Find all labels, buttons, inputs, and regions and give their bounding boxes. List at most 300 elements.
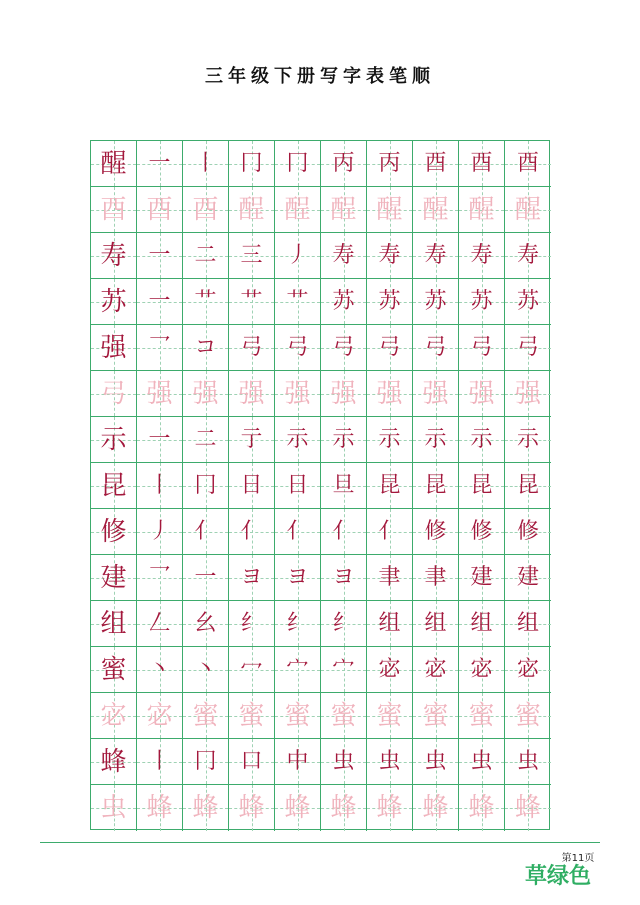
grid-cell (413, 141, 459, 187)
grid-cell (505, 279, 551, 325)
stroke-step: 醒 (376, 194, 403, 225)
grid-cell (137, 785, 183, 831)
grid-cell (367, 371, 413, 417)
grid-cell (229, 417, 275, 463)
grid-cell (91, 325, 137, 371)
stroke-step: 聿 (424, 564, 447, 590)
stroke-step: 弓 (100, 378, 127, 409)
stroke-step: 强 (146, 378, 173, 409)
grid-cell (413, 371, 459, 417)
stroke-step: 昆 (470, 472, 493, 498)
grid-cell (367, 417, 413, 463)
stroke-step: 苏 (378, 288, 401, 314)
grid-cell (321, 463, 367, 509)
stroke-step: 醒 (514, 194, 541, 225)
model-character: 修 (100, 516, 127, 547)
grid-cell (91, 785, 137, 831)
grid-cell (505, 509, 551, 555)
stroke-step: 寿 (424, 242, 447, 268)
grid-cell (137, 693, 183, 739)
stroke-step: 丙 (332, 150, 355, 176)
grid-cell (413, 463, 459, 509)
stroke-step: 𠃋 (148, 610, 171, 636)
grid-cell (505, 555, 551, 601)
grid-cell (137, 233, 183, 279)
grid-cell (459, 785, 505, 831)
grid-cell (275, 555, 321, 601)
stroke-step: ヨ (332, 564, 355, 590)
grid-cell (413, 647, 459, 693)
grid-cell (505, 601, 551, 647)
grid-cell (413, 693, 459, 739)
stroke-step: 纟 (240, 610, 263, 636)
model-character: 示 (100, 424, 127, 455)
grid-row (91, 601, 549, 647)
stroke-step: 弓 (240, 334, 263, 360)
grid-cell (91, 417, 137, 463)
stroke-step: 二 (194, 242, 217, 268)
grid-cell (229, 509, 275, 555)
stroke-step: 醒 (468, 194, 495, 225)
grid-cell (137, 279, 183, 325)
stroke-step: 口 (240, 748, 263, 774)
grid-cell (183, 555, 229, 601)
stroke-step: 蜜 (422, 700, 449, 731)
grid-cell (229, 693, 275, 739)
grid-cell (275, 187, 321, 233)
grid-cell (91, 647, 137, 693)
grid-cell (321, 647, 367, 693)
grid-cell (183, 141, 229, 187)
grid-cell (229, 463, 275, 509)
stroke-step: 一 (148, 242, 171, 268)
stroke-step: 强 (330, 378, 357, 409)
stroke-step: 丨 (148, 748, 171, 774)
grid-cell (459, 693, 505, 739)
grid-cell (229, 187, 275, 233)
grid-cell (183, 325, 229, 371)
stroke-step: 冖 (240, 656, 263, 682)
grid-cell (459, 509, 505, 555)
grid-cell (367, 509, 413, 555)
grid-cell (275, 233, 321, 279)
grid-cell (275, 647, 321, 693)
grid-cell (183, 417, 229, 463)
grid-cell (505, 693, 551, 739)
stroke-step: 虫 (332, 748, 355, 774)
grid-cell (91, 693, 137, 739)
grid-cell (183, 233, 229, 279)
stroke-step: 丶 (194, 656, 217, 682)
stroke-step: 酉 (192, 194, 219, 225)
grid-cell (183, 463, 229, 509)
stroke-step: 蜂 (192, 793, 219, 823)
grid-cell (367, 555, 413, 601)
grid-cell (91, 141, 137, 187)
stroke-step: 艹 (194, 288, 217, 314)
stroke-step: 苏 (332, 288, 355, 314)
grid-cell (367, 463, 413, 509)
grid-cell (183, 371, 229, 417)
stroke-step: 宓 (424, 656, 447, 682)
grid-cell (505, 187, 551, 233)
grid-cell (459, 555, 505, 601)
stroke-step: 苏 (516, 288, 539, 314)
stroke-step: 冂 (194, 472, 217, 498)
grid-cell (91, 509, 137, 555)
grid-row (91, 555, 549, 601)
stroke-step: 弓 (424, 334, 447, 360)
grid-cell (413, 555, 459, 601)
stroke-step: 建 (516, 564, 539, 590)
stroke-step: 酲 (238, 194, 265, 225)
grid-cell (137, 463, 183, 509)
stroke-step: 酉 (100, 194, 127, 225)
stroke-step: 亻 (240, 518, 263, 544)
stroke-step: 蜂 (146, 793, 173, 823)
stroke-step: 组 (378, 610, 401, 636)
grid-cell (275, 417, 321, 463)
stroke-step: 幺 (194, 610, 217, 636)
stroke-step: 宓 (516, 656, 539, 682)
stroke-step: 蜜 (238, 700, 265, 731)
stroke-step: 蜜 (330, 700, 357, 731)
stroke-step: 亻 (194, 518, 217, 544)
stroke-step: 纟 (332, 610, 355, 636)
page-number: 第11页 (561, 853, 595, 864)
grid-cell (183, 785, 229, 831)
grid-cell (91, 601, 137, 647)
stroke-step: 昆 (424, 472, 447, 498)
grid-cell (91, 463, 137, 509)
stroke-step: 中 (286, 748, 309, 774)
grid-cell (505, 739, 551, 785)
grid-cell (367, 601, 413, 647)
grid-cell (367, 233, 413, 279)
grid-cell (183, 693, 229, 739)
stroke-step: 丨 (148, 472, 171, 498)
grid-cell (505, 647, 551, 693)
grid-cell (459, 417, 505, 463)
stroke-step: 蜂 (330, 793, 357, 823)
grid-row (91, 417, 549, 463)
stroke-step: 宀 (286, 656, 309, 682)
grid-cell (183, 601, 229, 647)
stroke-step: 示 (424, 426, 447, 452)
page-title: 三年级下册写字表笔顺 (205, 66, 435, 87)
grid-cell (91, 739, 137, 785)
grid-cell (229, 601, 275, 647)
grid-cell (321, 785, 367, 831)
stroke-step: 弓 (378, 334, 401, 360)
stroke-step: 强 (192, 378, 219, 409)
stroke-step: 醒 (422, 194, 449, 225)
grid-cell (275, 785, 321, 831)
grid-cell (229, 555, 275, 601)
grid-cell (229, 141, 275, 187)
grid-cell (275, 463, 321, 509)
grid-cell (367, 279, 413, 325)
stroke-step: 蜜 (284, 700, 311, 731)
grid-cell (321, 325, 367, 371)
stroke-step: 蜜 (376, 700, 403, 731)
stroke-step: 寿 (378, 242, 401, 268)
grid-cell (183, 279, 229, 325)
grid-cell (321, 279, 367, 325)
stroke-step: 丙 (378, 150, 401, 176)
stroke-step: 日 (240, 472, 263, 498)
grid-cell (321, 187, 367, 233)
grid-cell (229, 371, 275, 417)
stroke-step: 寿 (516, 242, 539, 268)
grid-row (91, 509, 549, 555)
grid-cell (505, 325, 551, 371)
stroke-step: 蜂 (284, 793, 311, 823)
stroke-step: 宓 (100, 700, 127, 731)
stroke-step: 组 (470, 610, 493, 636)
stroke-step: 建 (470, 564, 493, 590)
stroke-step: ヨ (240, 564, 263, 590)
stroke-step: 宓 (470, 656, 493, 682)
stroke-step: 苏 (424, 288, 447, 314)
stroke-step: 强 (514, 378, 541, 409)
stroke-step: 亻 (378, 518, 401, 544)
stroke-step: 乛 (148, 334, 171, 360)
grid-cell (459, 233, 505, 279)
stroke-step: 强 (468, 378, 495, 409)
grid-cell (413, 785, 459, 831)
stroke-step: 一 (194, 564, 217, 590)
stroke-step: 亻 (332, 518, 355, 544)
stroke-step: 冂 (240, 150, 263, 176)
stroke-step: 丿 (286, 242, 309, 268)
grid-cell (367, 693, 413, 739)
stroke-step: 示 (516, 426, 539, 452)
grid-cell (183, 187, 229, 233)
grid-cell (321, 601, 367, 647)
model-character: 苏 (100, 286, 127, 317)
stroke-step: 蜂 (514, 793, 541, 823)
grid-cell (367, 141, 413, 187)
grid-cell (229, 325, 275, 371)
grid-cell (229, 647, 275, 693)
grid-cell (413, 233, 459, 279)
grid-cell (137, 187, 183, 233)
footer-divider (40, 842, 600, 843)
stroke-step: 艹 (286, 288, 309, 314)
grid-cell (413, 417, 459, 463)
model-character: 醒 (100, 148, 127, 179)
grid-cell (137, 509, 183, 555)
stroke-step: 一 (148, 150, 171, 176)
grid-cell (137, 371, 183, 417)
grid-cell (459, 601, 505, 647)
grid-cell (137, 325, 183, 371)
model-character: 昆 (100, 470, 127, 501)
stroke-step: 纟 (286, 610, 309, 636)
stroke-step: 组 (424, 610, 447, 636)
stroke-step: 酲 (284, 194, 311, 225)
stroke-step: 弓 (286, 334, 309, 360)
grid-cell (137, 739, 183, 785)
stroke-step: 强 (422, 378, 449, 409)
stroke-step: 组 (516, 610, 539, 636)
model-character: 蜜 (100, 654, 127, 685)
stroke-step: 宓 (378, 656, 401, 682)
stroke-step: 宀 (332, 656, 355, 682)
stroke-step: 苏 (470, 288, 493, 314)
grid-cell (229, 233, 275, 279)
grid-cell (413, 279, 459, 325)
grid-cell (321, 141, 367, 187)
grid-row (91, 739, 549, 785)
model-character: 组 (100, 608, 127, 639)
stroke-step: 虫 (100, 793, 127, 823)
grid-cell (137, 601, 183, 647)
model-character: 强 (100, 332, 127, 363)
model-character: 建 (100, 562, 127, 593)
stroke-step: 强 (376, 378, 403, 409)
stroke-step: 聿 (378, 564, 401, 590)
grid-cell (275, 141, 321, 187)
stroke-step: 虫 (378, 748, 401, 774)
stroke-step: 蜜 (468, 700, 495, 731)
stroke-step: 一 (148, 288, 171, 314)
grid-cell (413, 509, 459, 555)
grid-cell (275, 509, 321, 555)
grid-cell (91, 555, 137, 601)
stroke-step: 蜂 (422, 793, 449, 823)
grid-row (91, 785, 549, 831)
grid-cell (183, 739, 229, 785)
grid-row (91, 141, 549, 187)
stroke-step: 弓 (516, 334, 539, 360)
grid-cell (413, 325, 459, 371)
grid-cell (459, 325, 505, 371)
grid-cell (505, 141, 551, 187)
stroke-step: 丶 (148, 656, 171, 682)
stroke-step: ヨ (286, 564, 309, 590)
grid-row (91, 463, 549, 509)
grid-cell (459, 463, 505, 509)
grid-cell (275, 325, 321, 371)
grid-cell (367, 187, 413, 233)
stroke-step: 蜂 (468, 793, 495, 823)
grid-cell (321, 371, 367, 417)
stroke-step: 冂 (286, 150, 309, 176)
grid-cell (321, 739, 367, 785)
stroke-step: 虫 (470, 748, 493, 774)
grid-row (91, 279, 549, 325)
grid-row (91, 647, 549, 693)
grid-cell (505, 785, 551, 831)
grid-cell (137, 417, 183, 463)
stroke-step: 亻 (286, 518, 309, 544)
grid-cell (321, 693, 367, 739)
stroke-step: 示 (378, 426, 401, 452)
grid-cell (275, 739, 321, 785)
stroke-step: 虫 (516, 748, 539, 774)
grid-row (91, 371, 549, 417)
grid-cell (183, 509, 229, 555)
model-character: 寿 (100, 240, 127, 271)
grid-cell (229, 785, 275, 831)
grid-cell (183, 647, 229, 693)
stroke-step: 丨 (194, 150, 217, 176)
stroke-step: 蜂 (238, 793, 265, 823)
grid-cell (321, 233, 367, 279)
stroke-step: 强 (238, 378, 265, 409)
grid-row (91, 187, 549, 233)
grid-cell (321, 509, 367, 555)
stroke-step: 旦 (332, 472, 355, 498)
stroke-step: コ (194, 334, 217, 360)
stroke-step: 虫 (424, 748, 447, 774)
stroke-step: 日 (286, 472, 309, 498)
stroke-step: 宓 (146, 700, 173, 731)
stroke-step: 亍 (240, 426, 263, 452)
grid-row (91, 233, 549, 279)
grid-cell (275, 371, 321, 417)
stroke-step: 蜂 (376, 793, 403, 823)
stroke-step: 丿 (148, 518, 171, 544)
stroke-step: 示 (332, 426, 355, 452)
grid-cell (505, 233, 551, 279)
grid-cell (459, 647, 505, 693)
stroke-step: 一 (148, 426, 171, 452)
grid-cell (505, 463, 551, 509)
grid-cell (413, 601, 459, 647)
stroke-step: 酉 (424, 150, 447, 176)
stroke-step: 示 (470, 426, 493, 452)
grid-cell (413, 739, 459, 785)
stroke-step: 乛 (148, 564, 171, 590)
grid-cell (459, 279, 505, 325)
grid-cell (367, 739, 413, 785)
stroke-step: 冂 (194, 748, 217, 774)
grid-cell (367, 647, 413, 693)
grid-cell (459, 739, 505, 785)
stroke-step: 酉 (516, 150, 539, 176)
grid-cell (137, 647, 183, 693)
grid-cell (91, 233, 137, 279)
stroke-step: 弓 (332, 334, 355, 360)
stroke-step: 二 (194, 426, 217, 452)
grid-cell (137, 141, 183, 187)
stroke-step: 昆 (378, 472, 401, 498)
stroke-step: 示 (286, 426, 309, 452)
stroke-step: 艹 (240, 288, 263, 314)
stroke-step: 修 (424, 518, 447, 544)
brand-watermark: 草绿色 (524, 864, 591, 889)
grid-cell (275, 279, 321, 325)
stroke-step: 酉 (146, 194, 173, 225)
writing-grid (90, 140, 550, 830)
stroke-step: 修 (516, 518, 539, 544)
grid-cell (459, 187, 505, 233)
stroke-step: 蜜 (514, 700, 541, 731)
stroke-step: 强 (284, 378, 311, 409)
model-character: 蜂 (100, 746, 127, 777)
grid-row (91, 693, 549, 739)
grid-cell (321, 555, 367, 601)
grid-cell (91, 279, 137, 325)
stroke-step: 修 (470, 518, 493, 544)
grid-cell (505, 417, 551, 463)
stroke-step: 酲 (330, 194, 357, 225)
grid-cell (459, 371, 505, 417)
stroke-step: 酉 (470, 150, 493, 176)
